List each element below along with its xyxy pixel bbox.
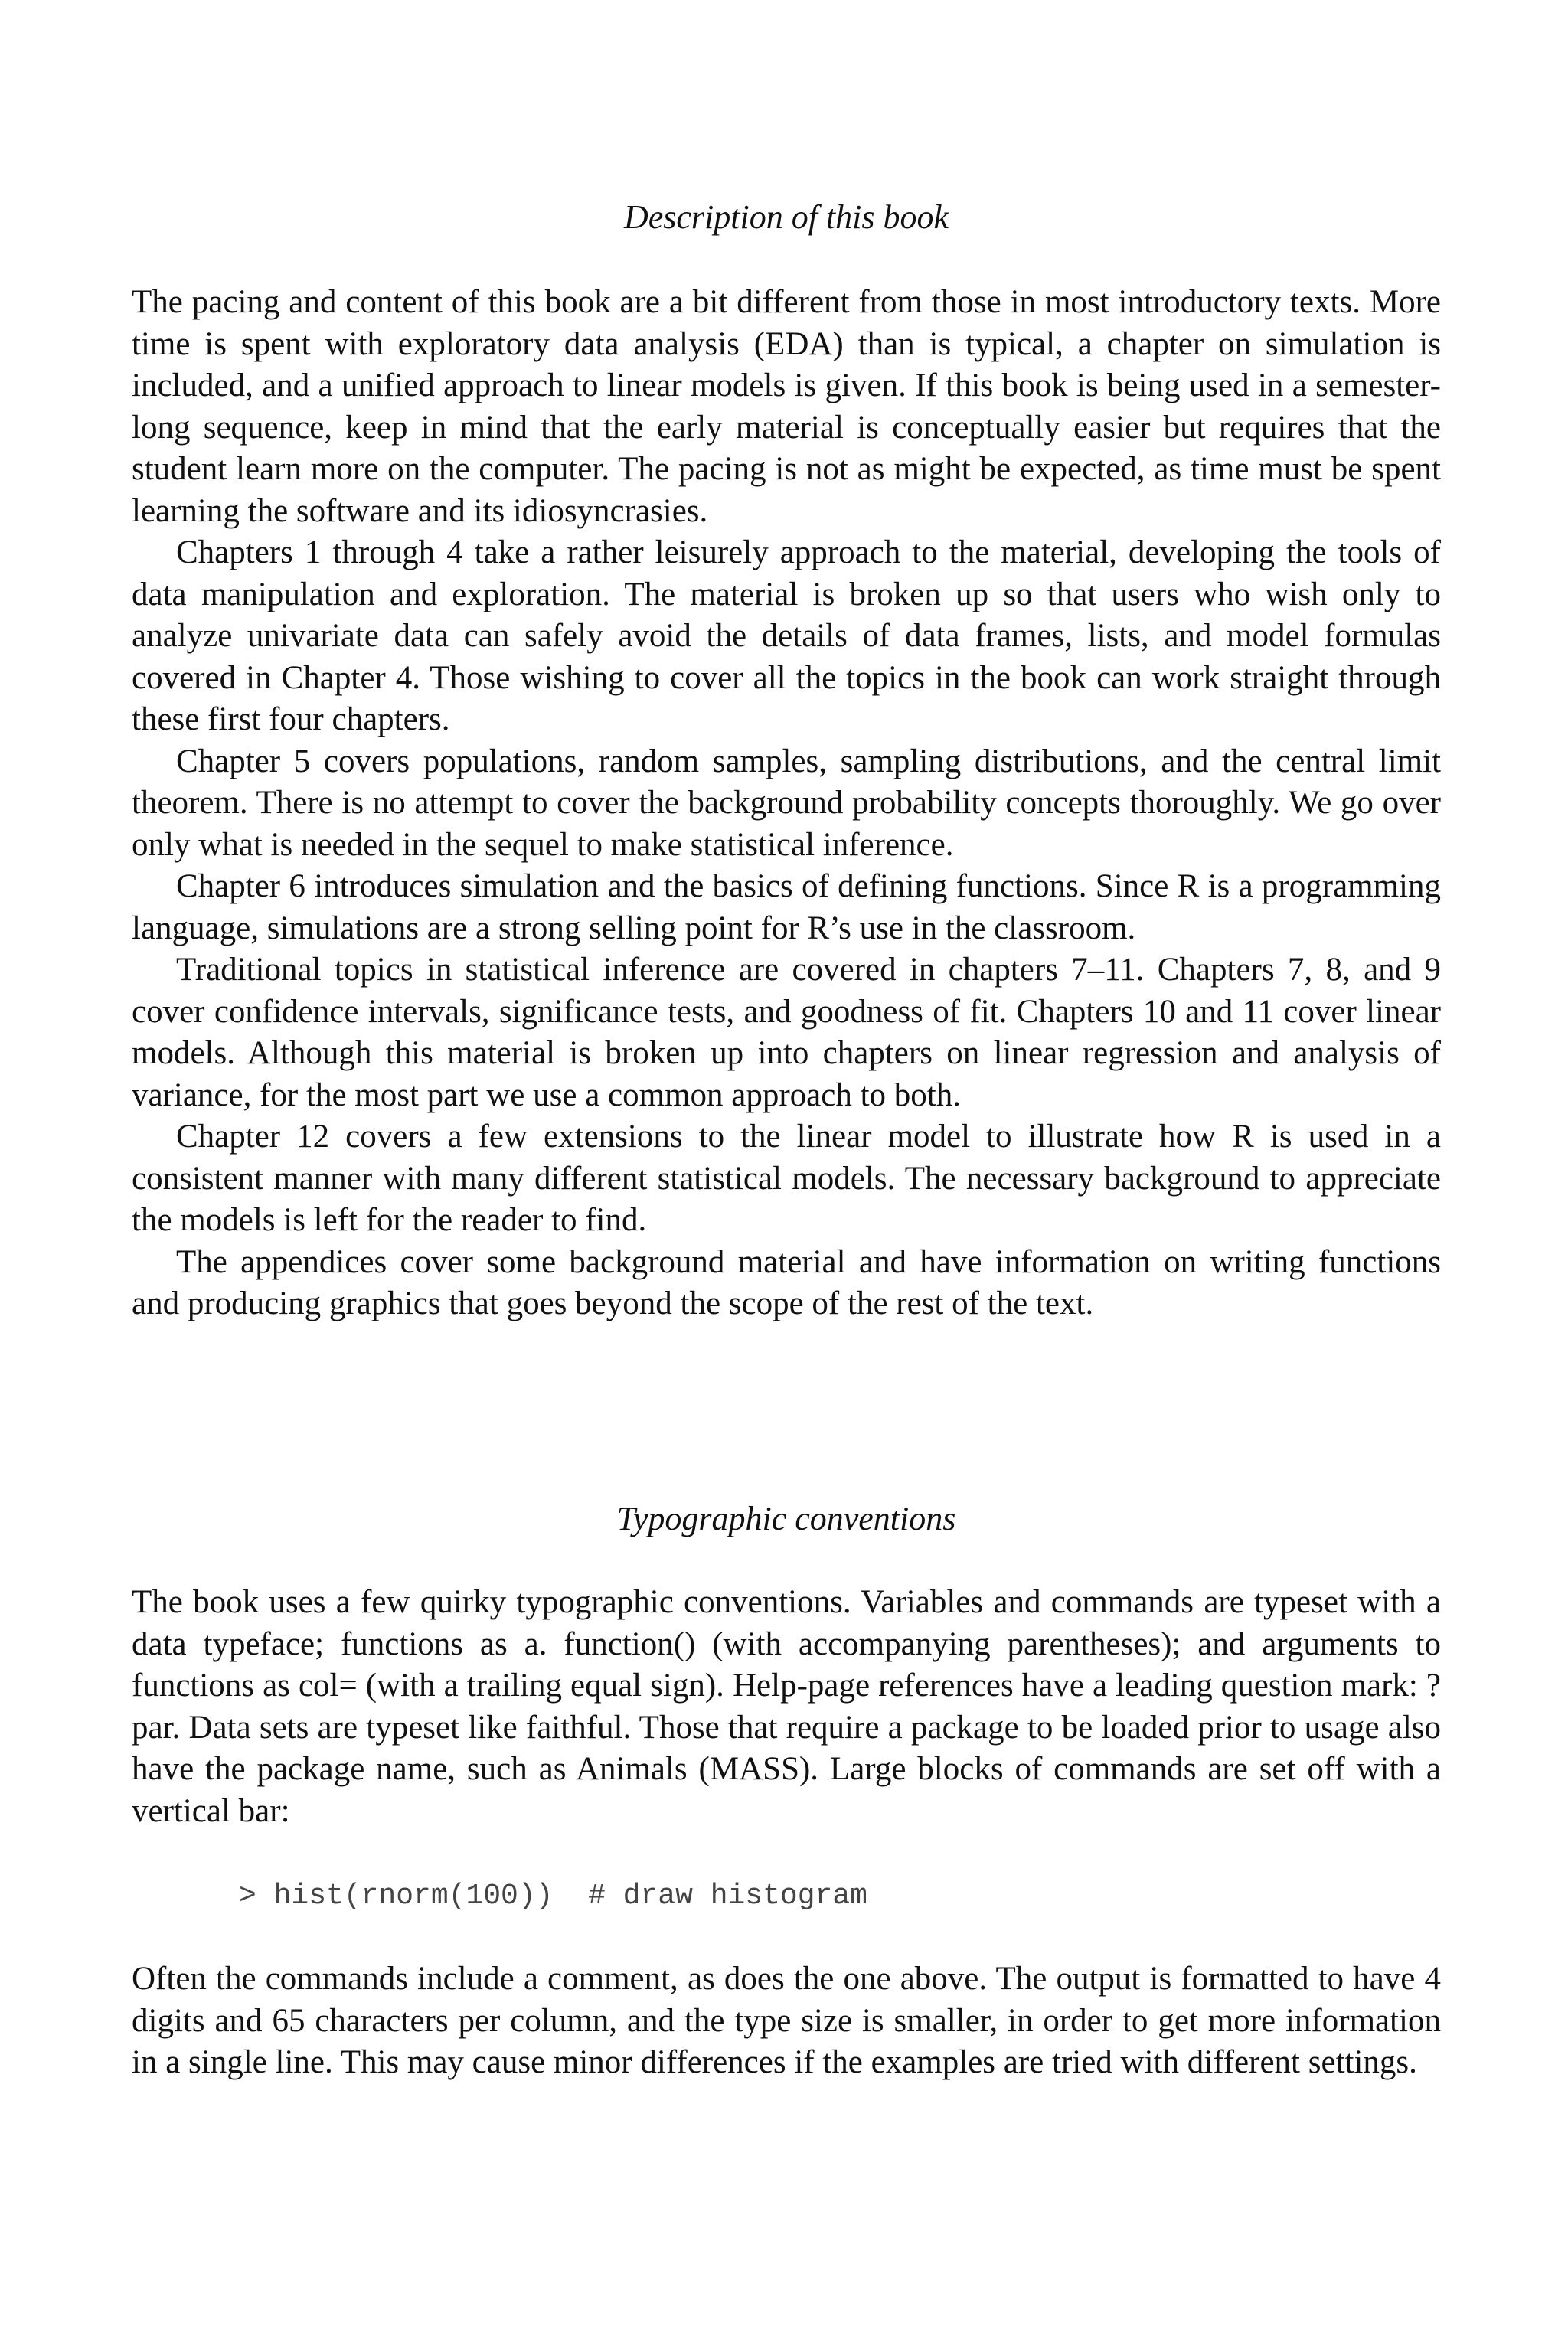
paragraph-intro: The pacing and content of this book are a bit different from those in most introductory texts. More time is spent with exploratory data analysis (EDA) than is typical, a chapter on simulation is included, and a unified approach to linear models is given. If this book is being used in a semester-long sequence, keep in mind that the early material is conceptually easier but requires that the student learn more on the computer. The pacing is not as might be expected, as time must be spent learning the software and its idiosyncrasies. [132,284,1441,529]
description-heading: Description of this book [623,198,949,236]
paragraph-appendices: The appendices cover some background material and have information on writing functions and producing graphics that goes beyond the scope of the rest of the text. [132,1243,1441,1321]
paragraph-chapter-6: Chapter 6 introduces simulation and the basics of defining functions. Since R is a programming language, simulations are a strong selling point for R’s use in the classroom. [132,868,1441,946]
paragraph-chapters-1-4: Chapters 1 through 4 take a rather leisurely approach to the material, developing the tools of data manipulation and exploration. The material is broken up so that users who wish only to analyze univariate data can safely avoid the details of data frames, lists, and model formulas covered in Chapter 4. Those wishing to cover all the topics in the book can work straight through these first four chapters. [132,534,1441,737]
typographic-heading: Typographic conventions [616,1500,956,1537]
paragraph-output-format: Often the commands include a comment, as does the one above. The output is formatted to have 4 digits and 65 characters per column, and the type size is smaller, in order to get more information in a single line. This may cause minor differences if the examples are tried with different settings. [132,1961,1441,2080]
paragraph-conventions: The book uses a few quirky typographic conventions. Variables and commands are typeset with a data typeface; functions as a. function() (with accompanying parentheses); and arguments to functions as col= (with a trailing equal sign). Help-page references have a leading question mark: ?par. Data sets are typeset like faithful. Those that require a package to be loaded prior to usage also have the package name, such as Animals (MASS). Large blocks of commands are set off with a vertical bar: [132,1584,1441,1829]
paragraph-chapter-12: Chapter 12 covers a few extensions to the linear model to illustrate how R is used in a consistent manner with many different statistical models. The necessary background to appreciate the models is left for the reader to find. [132,1119,1441,1238]
book-page [132,0,1441,2352]
description-body [132,282,1441,1325]
paragraph-chapters-7-11: Traditional topics in statistical inference are covered in chapters 7–11. Chapters 7, 8, and 9 cover confidence intervals, significance tests, and goodness of fit. Chapters 10 and 11 cover linear models. Although this material is broken up into chapters on linear regression and analysis of variance, for the most part we use a common approach to both. [132,952,1441,1113]
typographic-body [132,1582,1441,1832]
paragraph-chapter-5: Chapter 5 covers populations, random samples, sampling distributions, and the central limit theorem. There is no attempt to cover the background probability concepts thoroughly. We go over only what is needed in the sequel to make statistical inference. [132,743,1441,863]
after-code-body [132,1958,1441,2084]
code-block: > hist(rnorm(100)) # draw histogram [239,1880,867,1913]
